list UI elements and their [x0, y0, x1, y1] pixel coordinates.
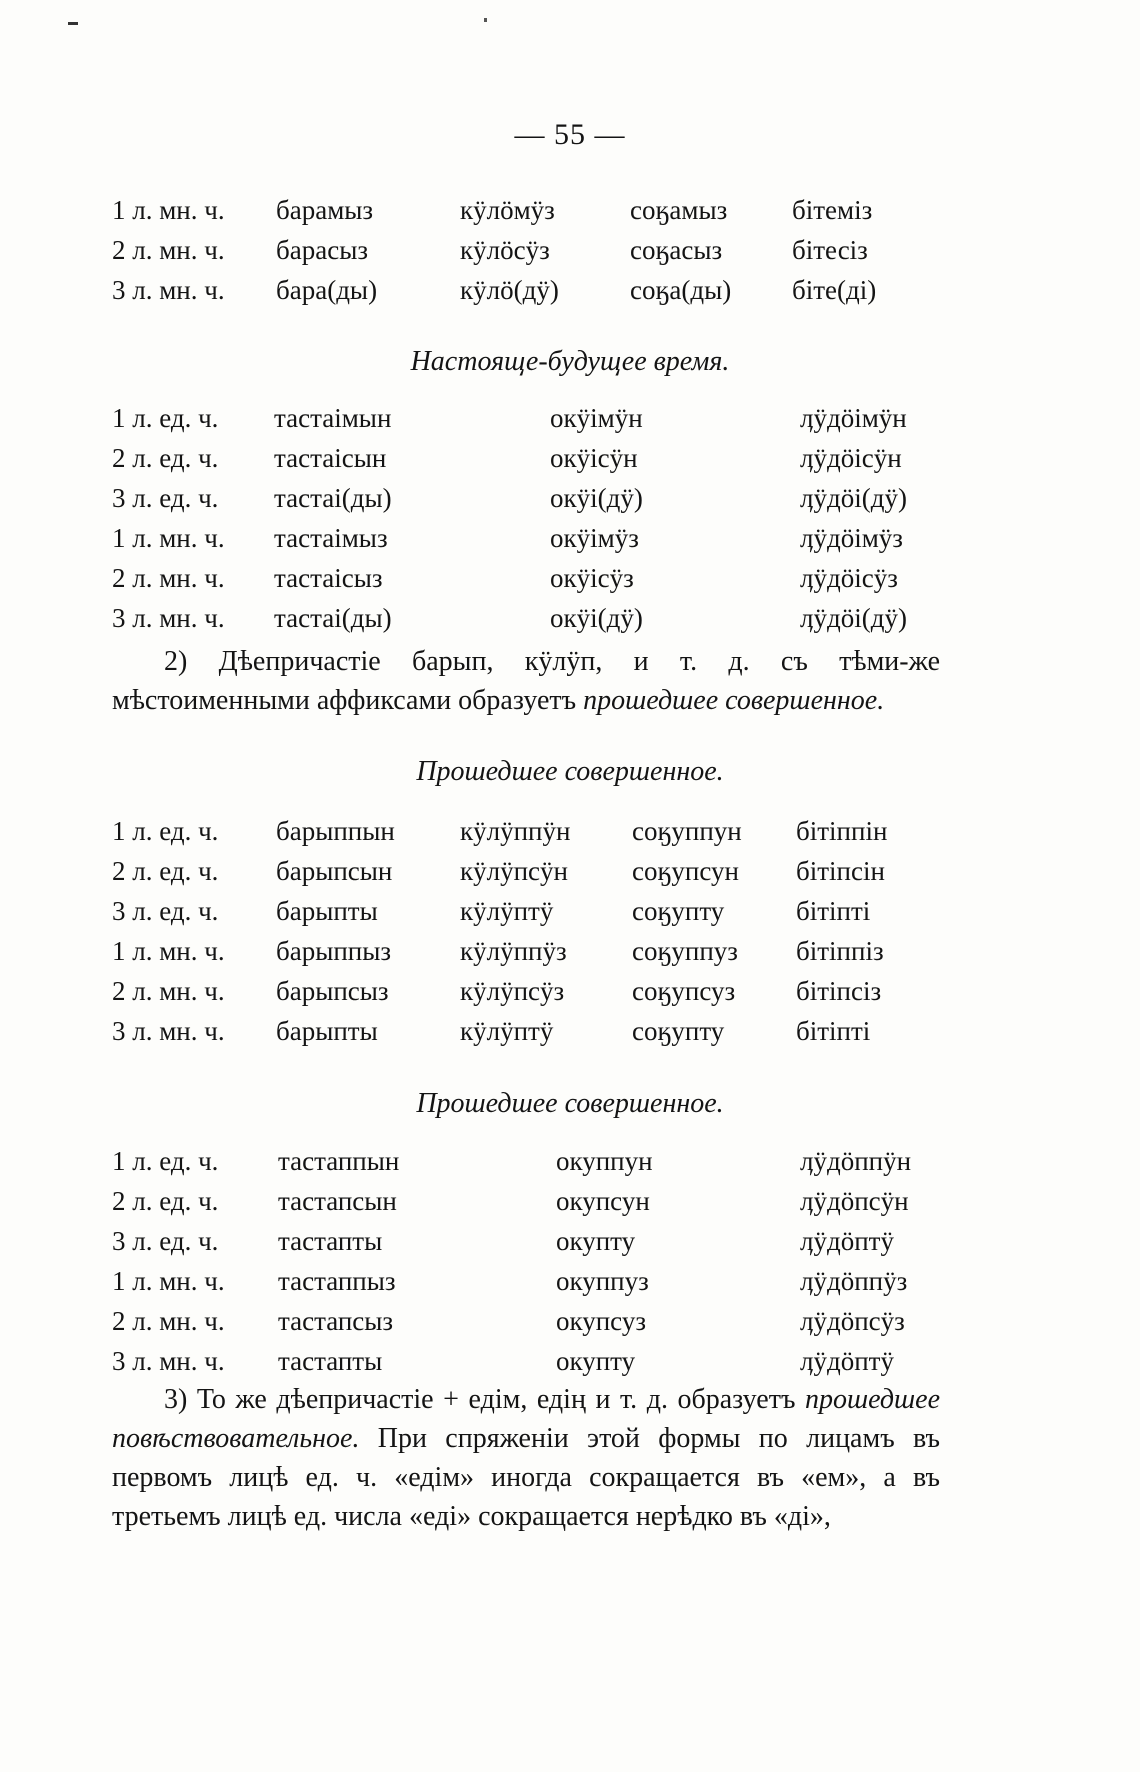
- verb-form: кӱлӱппӱн: [460, 816, 571, 846]
- table-row: [112, 1301, 942, 1341]
- paragraph-emphasis: прошедшее повѣствовательное.: [112, 1384, 941, 1454]
- verb-form: кӱлӱпсӱз: [460, 976, 565, 1006]
- verb-form: окупсуз: [556, 1306, 646, 1336]
- verb-form: тастапсын: [278, 1186, 397, 1216]
- person-number-label: 3 л. мн. ч.: [112, 275, 225, 305]
- verb-form: бітіпсіз: [796, 976, 882, 1006]
- verb-form: бітіппіз: [796, 936, 884, 966]
- paragraph-text: едім, едің и т. д. образуетъ: [458, 1384, 805, 1415]
- person-number-label: 3 л. мн. ч.: [112, 1016, 225, 1046]
- table-row: [112, 891, 942, 931]
- person-number-label: 1 л. ед. ч.: [112, 816, 219, 846]
- paragraph-text: При спряженіи этой формы по лицамъ въ первомъ лицѣ ед. ч. «едім» иногда сокращается въ «ем», а въ третьемъ лицѣ ед. числа «еді» сокращается нерѣдко въ «ді»,: [112, 1423, 940, 1532]
- verb-form: барасыз: [276, 235, 368, 265]
- table-row: [112, 931, 942, 971]
- verb-form: тастапсыз: [278, 1306, 394, 1336]
- verb-form: ӆӱдӧппӱн: [800, 1146, 912, 1176]
- verb-form: ӆӱдӧі(дӱ): [800, 483, 907, 513]
- verb-form: тастаппын: [278, 1146, 400, 1176]
- verb-form: біте(ді): [792, 275, 877, 305]
- person-number-label: 2 л. мн. ч.: [112, 976, 225, 1006]
- table-row: [112, 398, 942, 438]
- verb-form: кӱлӱптӱ: [460, 1016, 554, 1046]
- plus-sign: +: [443, 1384, 459, 1415]
- verb-form: тастапты: [278, 1346, 383, 1376]
- verb-form: ӆӱдӧпсӱз: [800, 1306, 905, 1336]
- verb-form: окуппуз: [556, 1266, 649, 1296]
- table-row: [112, 270, 942, 310]
- paragraph-text: 3) То же дѣепричастіе: [164, 1384, 444, 1415]
- verb-form: бітіпсін: [796, 856, 885, 886]
- table-row: [112, 598, 942, 638]
- verb-form: барыпты: [276, 1016, 378, 1046]
- verb-form: бітіпті: [796, 1016, 871, 1046]
- verb-form: кӱлӧсӱз: [460, 235, 550, 265]
- verb-form: кӱлӧмӱз: [460, 195, 555, 225]
- verb-form: окупту: [556, 1226, 636, 1256]
- verb-form: ӆӱдӧісӱз: [800, 563, 898, 593]
- verb-form: ӆӱдӧптӱ: [800, 1346, 894, 1376]
- verb-form: окупсун: [556, 1186, 650, 1216]
- verb-form: бітіпті: [796, 896, 871, 926]
- verb-form: барамыз: [276, 195, 374, 225]
- verb-form: соӄупту: [632, 896, 725, 926]
- verb-form: соӄуппуз: [632, 936, 738, 966]
- person-number-label: 2 л. мн. ч.: [112, 1306, 225, 1336]
- table-row: [112, 230, 942, 270]
- person-number-label: 2 л. мн. ч.: [112, 563, 225, 593]
- person-number-label: 3 л. ед. ч.: [112, 483, 219, 513]
- verb-form: барыппын: [276, 816, 395, 846]
- table-row: [112, 851, 942, 891]
- conjugation-table-present-future: [112, 398, 942, 638]
- verb-form: ӆӱдӧімӱн: [800, 403, 907, 433]
- table-row: [112, 438, 942, 478]
- verb-form: барыпсын: [276, 856, 393, 886]
- person-number-label: 2 л. ед. ч.: [112, 856, 219, 886]
- verb-form: барыпты: [276, 896, 378, 926]
- verb-form: соӄуппун: [632, 816, 742, 846]
- paragraph-text: 2) Дѣепричастіе барып, кӱлӱп, и т. д. съ тѣми-же мѣстоименными аффиксами образуетъ: [112, 646, 940, 716]
- table-row: [112, 971, 942, 1011]
- verb-form: тастаісын: [274, 443, 387, 473]
- table-row: [112, 1341, 942, 1381]
- verb-form: соӄасыз: [630, 235, 723, 265]
- paragraph-past-perfect: [112, 642, 940, 720]
- verb-form: окупту: [556, 1346, 636, 1376]
- scan-speck: [484, 18, 487, 22]
- person-number-label: 3 л. ед. ч.: [112, 896, 219, 926]
- verb-form: ӆӱдӧімӱз: [800, 523, 903, 553]
- verb-form: ӆӱдӧппӱз: [800, 1266, 908, 1296]
- verb-form: тастаі(ды): [274, 483, 392, 513]
- verb-form: соӄупсуз: [632, 976, 736, 1006]
- person-number-label: 3 л. мн. ч.: [112, 603, 225, 633]
- person-number-label: 1 л. ед. ч.: [112, 403, 219, 433]
- table-row: [112, 811, 942, 851]
- verb-form: барыппыз: [276, 936, 392, 966]
- table-row: [112, 1141, 942, 1181]
- verb-form: бітеміз: [792, 195, 873, 225]
- paragraph-past-narrative: [112, 1380, 940, 1536]
- verb-form: ӆӱдӧпсӱн: [800, 1186, 909, 1216]
- person-number-label: 1 л. мн. ч.: [112, 523, 225, 553]
- table-row: [112, 1011, 942, 1051]
- table-row: [112, 1221, 942, 1261]
- table-row: [112, 478, 942, 518]
- verb-form: тастаімыз: [274, 523, 388, 553]
- verb-form: окӱісӱз: [550, 563, 634, 593]
- verb-form: барыпсыз: [276, 976, 389, 1006]
- verb-form: кӱлӧ(дӱ): [460, 275, 559, 305]
- verb-form: бара(ды): [276, 275, 378, 305]
- verb-form: окуппун: [556, 1146, 653, 1176]
- person-number-label: 2 л. мн. ч.: [112, 235, 225, 265]
- verb-form: окӱімӱз: [550, 523, 639, 553]
- verb-form: соӄупту: [632, 1016, 725, 1046]
- table-row: [112, 190, 942, 230]
- conjugation-table-past-perfect-2: [112, 1141, 942, 1381]
- verb-form: кӱлӱптӱ: [460, 896, 554, 926]
- person-number-label: 3 л. мн. ч.: [112, 1346, 225, 1376]
- person-number-label: 1 л. ед. ч.: [112, 1146, 219, 1176]
- verb-form: окӱісӱн: [550, 443, 638, 473]
- verb-form: тастаісыз: [274, 563, 383, 593]
- verb-form: бітесіз: [792, 235, 868, 265]
- verb-form: соӄупсун: [632, 856, 739, 886]
- verb-form: тастаппыз: [278, 1266, 396, 1296]
- verb-form: ӆӱдӧісӱн: [800, 443, 902, 473]
- verb-form: кӱлӱпсӱн: [460, 856, 568, 886]
- page-number: — 55 —: [514, 118, 626, 151]
- table-row: [112, 518, 942, 558]
- verb-form: ӆӱдӧптӱ: [800, 1226, 894, 1256]
- verb-form: окӱі(дӱ): [550, 603, 643, 633]
- verb-form: тастапты: [278, 1226, 383, 1256]
- section-heading-present-future: Настояще-будущее время.: [410, 346, 730, 377]
- person-number-label: 2 л. ед. ч.: [112, 443, 219, 473]
- table-row: [112, 558, 942, 598]
- conjugation-table-past-perfect-1: [112, 811, 942, 1051]
- conjugation-table-plural: [112, 190, 942, 310]
- scan-speck: [68, 22, 78, 25]
- person-number-label: 1 л. мн. ч.: [112, 1266, 225, 1296]
- table-row: [112, 1181, 942, 1221]
- verb-form: тастаімын: [274, 403, 392, 433]
- person-number-label: 3 л. ед. ч.: [112, 1226, 219, 1256]
- table-row: [112, 1261, 942, 1301]
- person-number-label: 2 л. ед. ч.: [112, 1186, 219, 1216]
- verb-form: окӱімӱн: [550, 403, 643, 433]
- person-number-label: 1 л. мн. ч.: [112, 195, 225, 225]
- verb-form: соӄамыз: [630, 195, 728, 225]
- verb-form: кӱлӱппӱз: [460, 936, 567, 966]
- verb-form: бітіппін: [796, 816, 888, 846]
- person-number-label: 1 л. мн. ч.: [112, 936, 225, 966]
- verb-form: соӄа(ды): [630, 275, 732, 305]
- verb-form: ӆӱдӧі(дӱ): [800, 603, 907, 633]
- paragraph-emphasis: прошедшее совершенное.: [583, 685, 885, 716]
- verb-form: тастаі(ды): [274, 603, 392, 633]
- verb-form: окӱі(дӱ): [550, 483, 643, 513]
- section-heading-past-perfect-2: Прошедшее совершенное.: [416, 1088, 724, 1119]
- section-heading-past-perfect-1: Прошедшее совершенное.: [416, 756, 724, 787]
